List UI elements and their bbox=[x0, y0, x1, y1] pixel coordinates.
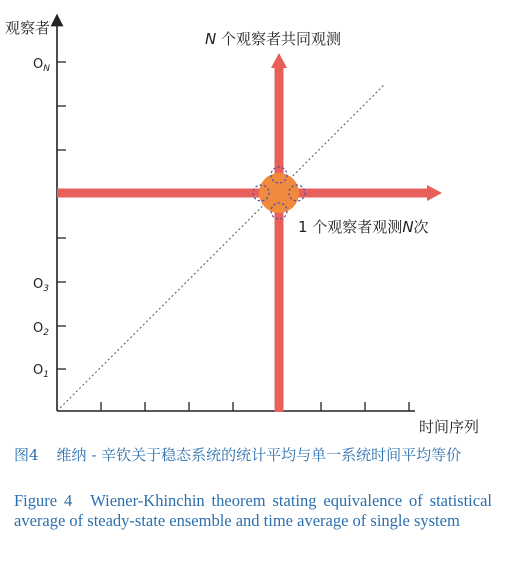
x-axis-label: 时间序列 bbox=[419, 418, 480, 436]
y-axis-label: 观察者 bbox=[5, 19, 51, 37]
horizontal-arrow-label: 1 个观察者观测N次 bbox=[298, 218, 429, 236]
vertical-arrow-head bbox=[271, 53, 287, 68]
vertical-arrow-label: N 个观察者共同观测 bbox=[205, 30, 342, 48]
caption-cn-number: 图4 bbox=[14, 446, 39, 464]
ensemble-circle bbox=[253, 167, 305, 219]
y-tick-label-on: $O_N$ bbox=[33, 57, 50, 74]
caption-english bbox=[14, 491, 492, 531]
x-ticks bbox=[101, 402, 409, 411]
y-tick-label-o3: $O_3$ bbox=[33, 277, 49, 294]
caption-en-number: Figure 4 bbox=[14, 491, 73, 510]
y-tick-label-o2: $O_2$ bbox=[33, 321, 49, 338]
y-ticks bbox=[57, 62, 66, 369]
caption-cn-text: 维纳 - 辛钦关于稳态系统的统计平均与单一系统时间平均等价 bbox=[56, 446, 462, 464]
horizontal-arrow-head bbox=[427, 185, 442, 201]
vertical-arrow-shaft bbox=[275, 66, 284, 412]
horizontal-arrow-shaft bbox=[57, 189, 429, 198]
y-tick-label-o1: $O_1$ bbox=[33, 363, 49, 380]
caption-en-text: Wiener-Khinchin theorem stating equivalence of statistical average of steady-state ensemble and time average of single system bbox=[14, 491, 492, 530]
caption-chinese bbox=[14, 445, 494, 466]
diagonal-dotted-line bbox=[57, 85, 384, 411]
